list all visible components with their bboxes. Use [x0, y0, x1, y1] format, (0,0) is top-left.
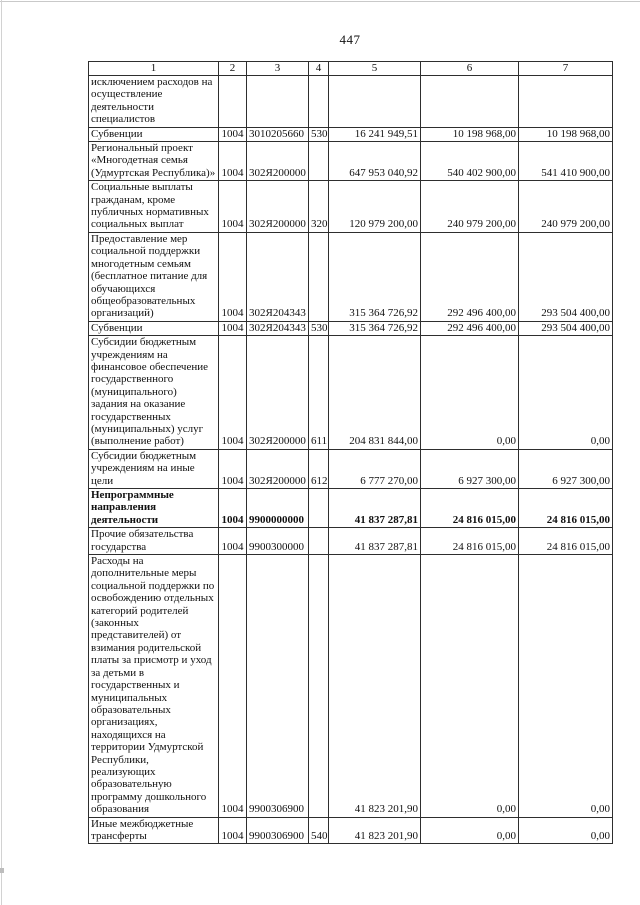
row-value-cell	[329, 76, 421, 128]
row-label-cell: Субвенции	[89, 127, 219, 141]
row-value-cell: 10 198 968,00	[421, 127, 519, 141]
row-value-cell: 320	[309, 181, 329, 233]
table-row	[89, 181, 613, 233]
row-value-cell: 1004	[219, 336, 247, 450]
table-body	[89, 76, 613, 844]
row-value-cell	[309, 76, 329, 128]
row-value-cell	[309, 142, 329, 181]
row-value-cell: 1004	[219, 142, 247, 181]
row-value-cell: 292 496 400,00	[421, 321, 519, 335]
table-row	[89, 449, 613, 488]
table-row	[89, 489, 613, 528]
row-value-cell: 302Я200000	[247, 142, 309, 181]
table-row	[89, 555, 613, 818]
column-header-7: 7	[519, 62, 613, 76]
row-value-cell: 120 979 200,00	[329, 181, 421, 233]
row-value-cell: 240 979 200,00	[421, 181, 519, 233]
table-row	[89, 528, 613, 555]
row-value-cell: 0,00	[519, 817, 613, 844]
scan-artifact	[0, 868, 4, 873]
table-header-row	[89, 62, 613, 76]
page-number: 447	[339, 32, 361, 47]
row-value-cell: 24 816 015,00	[519, 489, 613, 528]
row-value-cell: 302Я200000	[247, 449, 309, 488]
row-value-cell: 16 241 949,51	[329, 127, 421, 141]
row-value-cell: 292 496 400,00	[421, 232, 519, 321]
row-label-cell: Прочие обязательства государства	[89, 528, 219, 555]
scan-edge-left	[1, 0, 2, 905]
row-label-cell: Субсидии бюджетным учреждениям на иные цели	[89, 449, 219, 488]
row-value-cell: 1004	[219, 555, 247, 818]
row-value-cell: 41 823 201,90	[329, 555, 421, 818]
row-value-cell	[519, 76, 613, 128]
table-row	[89, 817, 613, 844]
row-value-cell: 41 823 201,90	[329, 817, 421, 844]
row-value-cell: 530	[309, 127, 329, 141]
row-value-cell: 41 837 287,81	[329, 528, 421, 555]
table-row	[89, 76, 613, 128]
row-label-cell: Региональный проект «Многодетная семья (Удмуртская Республика)»	[89, 142, 219, 181]
row-value-cell: 293 504 400,00	[519, 232, 613, 321]
row-value-cell: 0,00	[421, 555, 519, 818]
row-value-cell: 240 979 200,00	[519, 181, 613, 233]
row-label-cell: Иные межбюджетные трансферты	[89, 817, 219, 844]
row-label-cell: Непрограммные направления деятельности	[89, 489, 219, 528]
row-value-cell: 293 504 400,00	[519, 321, 613, 335]
row-value-cell: 1004	[219, 127, 247, 141]
column-header-2: 2	[219, 62, 247, 76]
row-value-cell: 1004	[219, 528, 247, 555]
column-header-3: 3	[247, 62, 309, 76]
row-label-cell: Субсидии бюджетным учреждениям на финансовое обеспечение государственного (муниципального) задания на оказание государственных (муниципальных) услуг (выполнение работ)	[89, 336, 219, 450]
row-label-cell: Расходы на дополнительные меры социальной поддержки по освобождению отдельных категорий родителей (законных представителей) от взимания родительской платы за присмотр и уход за детьми в государственных и муниципальных образовательных организациях, находящихся на территории Удмуртской Республики, реализующих образовательную программу дошкольного образования	[89, 555, 219, 818]
table-row	[89, 127, 613, 141]
row-label-cell: Предоставление мер социальной поддержки многодетным семьям (бесплатное питание для обучающихся общеобразовательных организаций)	[89, 232, 219, 321]
row-value-cell	[421, 76, 519, 128]
row-value-cell: 1004	[219, 449, 247, 488]
table-row	[89, 142, 613, 181]
row-value-cell: 24 816 015,00	[421, 489, 519, 528]
budget-table	[88, 61, 613, 844]
row-value-cell: 0,00	[421, 336, 519, 450]
row-value-cell: 10 198 968,00	[519, 127, 613, 141]
row-value-cell: 1004	[219, 817, 247, 844]
row-value-cell: 0,00	[519, 336, 613, 450]
row-value-cell: 6 777 270,00	[329, 449, 421, 488]
row-value-cell: 315 364 726,92	[329, 321, 421, 335]
row-value-cell: 6 927 300,00	[519, 449, 613, 488]
row-label-cell: Субвенции	[89, 321, 219, 335]
row-value-cell: 540	[309, 817, 329, 844]
row-value-cell: 612	[309, 449, 329, 488]
row-value-cell: 302Я204343	[247, 232, 309, 321]
column-header-5: 5	[329, 62, 421, 76]
column-header-6: 6	[421, 62, 519, 76]
scan-edge-top	[0, 1, 640, 2]
column-header-1: 1	[89, 62, 219, 76]
row-value-cell: 9900306900	[247, 555, 309, 818]
table-header	[89, 62, 613, 76]
row-value-cell: 9900306900	[247, 817, 309, 844]
row-value-cell: 9900000000	[247, 489, 309, 528]
table-row	[89, 321, 613, 335]
row-value-cell	[309, 232, 329, 321]
row-value-cell: 24 816 015,00	[421, 528, 519, 555]
row-value-cell: 0,00	[421, 817, 519, 844]
row-value-cell: 6 927 300,00	[421, 449, 519, 488]
row-value-cell: 540 402 900,00	[421, 142, 519, 181]
row-value-cell: 1004	[219, 321, 247, 335]
row-label-cell: Социальные выплаты гражданам, кроме публичных нормативных социальных выплат	[89, 181, 219, 233]
table-row	[89, 336, 613, 450]
column-header-4: 4	[309, 62, 329, 76]
row-value-cell: 315 364 726,92	[329, 232, 421, 321]
row-value-cell: 302Я200000	[247, 181, 309, 233]
row-value-cell: 24 816 015,00	[519, 528, 613, 555]
row-value-cell	[309, 528, 329, 555]
row-value-cell: 41 837 287,81	[329, 489, 421, 528]
row-value-cell	[309, 555, 329, 818]
row-value-cell: 1004	[219, 232, 247, 321]
row-value-cell: 541 410 900,00	[519, 142, 613, 181]
row-value-cell: 302Я200000	[247, 336, 309, 450]
row-value-cell: 3010205660	[247, 127, 309, 141]
row-value-cell: 9900300000	[247, 528, 309, 555]
row-value-cell	[309, 489, 329, 528]
row-value-cell: 530	[309, 321, 329, 335]
table-row	[89, 232, 613, 321]
row-value-cell: 0,00	[519, 555, 613, 818]
row-value-cell	[219, 76, 247, 128]
row-value-cell	[247, 76, 309, 128]
row-label-cell: исключением расходов на осуществление деятельности специалистов	[89, 76, 219, 128]
row-value-cell: 1004	[219, 489, 247, 528]
row-value-cell: 611	[309, 336, 329, 450]
row-value-cell: 1004	[219, 181, 247, 233]
row-value-cell: 647 953 040,92	[329, 142, 421, 181]
row-value-cell: 204 831 844,00	[329, 336, 421, 450]
row-value-cell: 302Я204343	[247, 321, 309, 335]
